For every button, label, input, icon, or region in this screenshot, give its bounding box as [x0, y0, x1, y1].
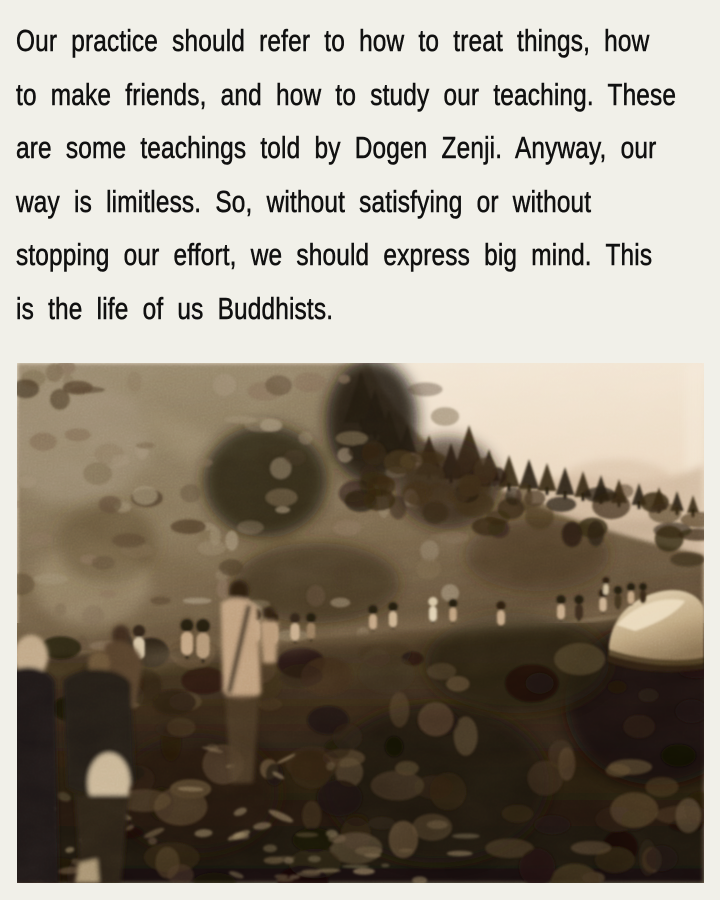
quote-line-6: is the life of us Buddhists.: [16, 291, 334, 326]
quote-paragraph: [16, 15, 708, 336]
quote-line-2: to make friends, and how to study our teaching. These: [16, 77, 677, 112]
ridge-hike-photograph: [17, 363, 704, 883]
quote-line-3: are some teachings told by Dogen Zenji. Anyway, our: [16, 131, 657, 165]
quote-line-4: way is limitless. So, without satisfying or without: [16, 184, 592, 219]
quote-line-5: stopping our effort, we should express big mind. This: [16, 238, 653, 272]
quote-line-1: Our practice should refer to how to treat things, how: [16, 24, 650, 58]
photo-sepia-wash: [17, 363, 704, 883]
